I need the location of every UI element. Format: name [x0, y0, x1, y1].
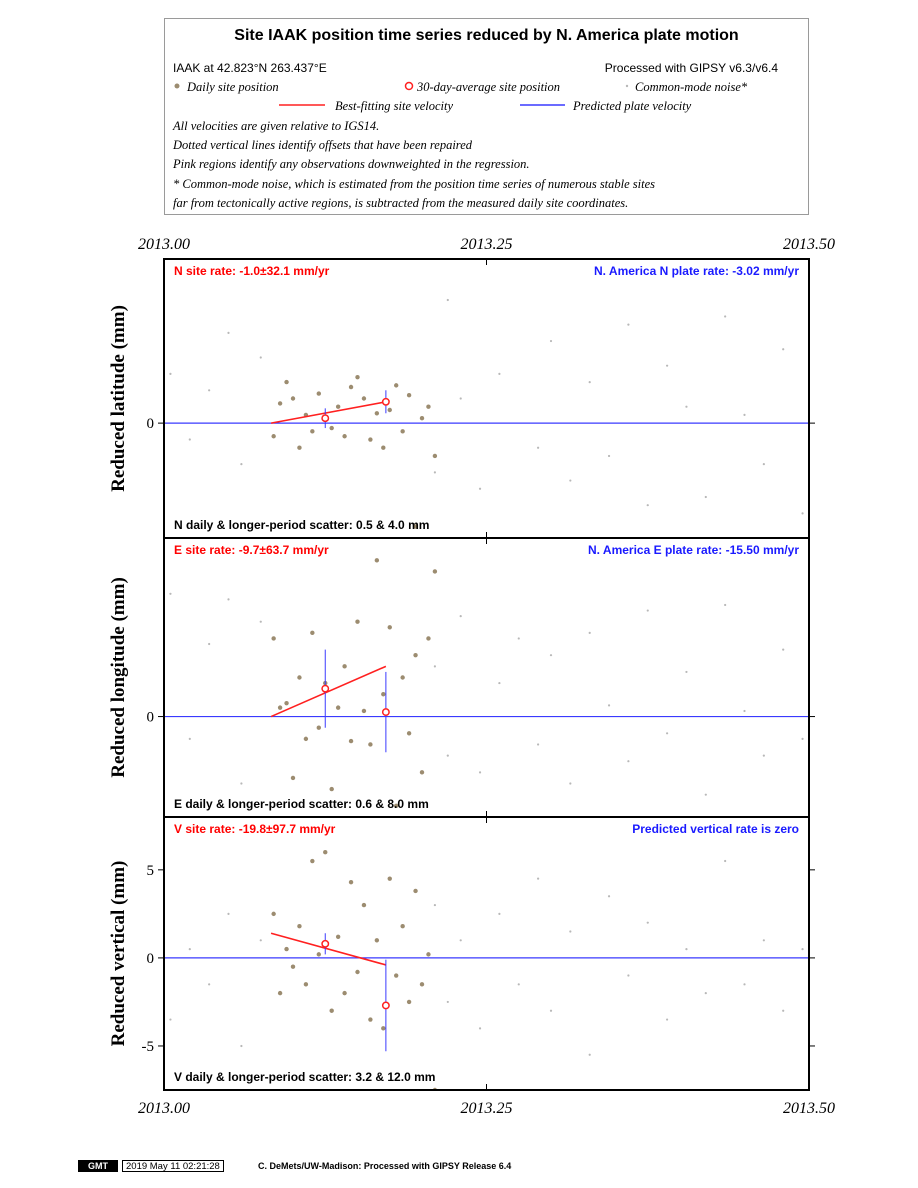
cmn-point — [666, 1018, 668, 1020]
daily-point — [336, 935, 340, 939]
cmn-point — [763, 463, 765, 465]
panel-frame — [164, 259, 809, 538]
daily-point — [420, 982, 424, 986]
plate-rate-label: N. America N plate rate: -3.02 mm/yr — [594, 264, 799, 278]
note-line: All velocities are given relative to IGS14. — [173, 119, 380, 133]
cmn-point — [240, 782, 242, 784]
daily-point — [291, 965, 295, 969]
x-tick-label-bottom: 2013.50 — [783, 1100, 835, 1117]
daily-point — [400, 924, 404, 928]
daily-point — [388, 876, 392, 880]
daily-point — [381, 692, 385, 696]
cmn-point — [763, 939, 765, 941]
daily-point — [330, 426, 334, 430]
cmn-point — [705, 992, 707, 994]
x-tick-label-top: 2013.50 — [783, 236, 835, 253]
cmn-point — [743, 414, 745, 416]
daily-point — [362, 709, 366, 713]
cmn-point — [685, 671, 687, 673]
cmn-point — [498, 682, 500, 684]
cmn-point — [666, 732, 668, 734]
daily-point — [362, 903, 366, 907]
daily-point — [407, 1000, 411, 1004]
best-fit-line — [271, 666, 386, 716]
cmn-point — [537, 447, 539, 449]
avg30-point — [383, 1002, 389, 1008]
cmn-point — [569, 782, 571, 784]
cmn-point — [240, 1045, 242, 1047]
cmn-point — [666, 365, 668, 367]
daily-point — [355, 375, 359, 379]
x-tick-label-top: 2013.25 — [460, 236, 513, 253]
daily-point — [375, 938, 379, 942]
daily-point — [349, 880, 353, 884]
cmn-point — [608, 704, 610, 706]
daily-point — [342, 991, 346, 995]
cmn-point — [550, 654, 552, 656]
y-tick-label: 0 — [146, 709, 154, 726]
daily-point — [336, 405, 340, 409]
legend-cmn-label: Common-mode noise* — [635, 80, 748, 94]
cmn-point — [460, 397, 462, 399]
cmn-point — [434, 904, 436, 906]
avg30-point — [383, 709, 389, 715]
cmn-point — [447, 755, 449, 757]
daily-point — [304, 982, 308, 986]
cmn-point — [479, 1027, 481, 1029]
note-line: * Common-mode noise, which is estimated from the position time series of numerous stable sites — [173, 177, 656, 191]
cmn-point — [434, 471, 436, 473]
cmn-point — [208, 389, 210, 391]
note-line: far from tectonically active regions, is subtracted from the measured daily site coordinates. — [173, 196, 629, 210]
daily-point — [297, 924, 301, 928]
cmn-point — [627, 324, 629, 326]
cmn-point — [460, 939, 462, 941]
cmn-point — [801, 512, 803, 514]
daily-point — [317, 726, 321, 730]
avg30-point — [383, 399, 389, 405]
timestamp: 2019 May 11 02:21:28 — [122, 1160, 224, 1172]
site-rate-label: V site rate: -19.8±97.7 mm/yr — [174, 822, 336, 836]
scatter-label: V daily & longer-period scatter: 3.2 & 12.0 mm — [174, 1070, 436, 1084]
cmn-point — [208, 983, 210, 985]
cmn-point — [169, 593, 171, 595]
daily-point — [381, 446, 385, 450]
daily-point — [317, 952, 321, 956]
cmn-point — [460, 615, 462, 617]
daily-point — [426, 952, 430, 956]
avg30-point — [322, 685, 328, 691]
cmn-point — [608, 895, 610, 897]
daily-point — [407, 393, 411, 397]
cmn-point — [743, 983, 745, 985]
daily-point — [323, 850, 327, 854]
cmn-point — [724, 860, 726, 862]
cmn-point — [518, 983, 520, 985]
x-tick-label-top: 2013.00 — [138, 236, 190, 253]
daily-point — [349, 739, 353, 743]
cmn-point — [705, 794, 707, 796]
cmn-point — [447, 299, 449, 301]
y-tick-label: -5 — [141, 1038, 154, 1055]
note-line: Dotted vertical lines identify offsets that have been repaired — [173, 138, 472, 152]
cmn-point — [589, 632, 591, 634]
daily-point — [342, 664, 346, 668]
cmn-point — [189, 738, 191, 740]
cmn-point — [498, 373, 500, 375]
daily-point — [394, 383, 398, 387]
cmn-point — [627, 760, 629, 762]
cmn-point — [227, 598, 229, 600]
daily-point — [284, 701, 288, 705]
cmn-point — [763, 755, 765, 757]
daily-point — [426, 636, 430, 640]
panel-plot-area — [164, 558, 809, 808]
daily-point — [271, 636, 275, 640]
scatter-label: N daily & longer-period scatter: 0.5 & 4.0 mm — [174, 518, 430, 532]
cmn-point — [743, 710, 745, 712]
legend-avg30-label: 30-day-average site position — [417, 80, 561, 94]
cmn-point — [260, 939, 262, 941]
daily-point — [368, 742, 372, 746]
y-axis-label: Reduced vertical (mm) — [108, 860, 129, 1047]
daily-point — [284, 380, 288, 384]
cmn-point — [169, 373, 171, 375]
gmt-logo: GMT — [78, 1160, 118, 1172]
cmn-point — [647, 504, 649, 506]
daily-point — [362, 396, 366, 400]
cmn-point — [569, 479, 571, 481]
cmn-point — [782, 1010, 784, 1012]
y-tick-label: 0 — [146, 950, 154, 967]
cmn-point — [518, 241, 520, 243]
avg30-point — [322, 941, 328, 947]
cmn-point — [685, 948, 687, 950]
cmn-point — [240, 463, 242, 465]
cmn-point — [724, 315, 726, 317]
cmn-point — [550, 1010, 552, 1012]
panel-plot-area — [164, 241, 809, 528]
cmn-point — [479, 488, 481, 490]
cmn-point — [724, 604, 726, 606]
cmn-point — [537, 878, 539, 880]
daily-point — [336, 705, 340, 709]
daily-point — [271, 912, 275, 916]
legend-daily-label: Daily site position — [187, 80, 279, 94]
daily-point — [355, 620, 359, 624]
panel-E — [158, 538, 815, 817]
panel-N — [158, 241, 815, 538]
credit-text: C. DeMets/UW-Madison: Processed with GIPSY Release 6.4 — [258, 1161, 512, 1171]
y-axis-label: Reduced latitude (mm) — [108, 305, 129, 492]
daily-point — [317, 391, 321, 395]
y-axis-label: Reduced longitude (mm) — [108, 577, 129, 778]
panel-V — [158, 817, 815, 1092]
panel-plot-area — [164, 850, 809, 1092]
cmn-point — [647, 609, 649, 611]
daily-point — [420, 416, 424, 420]
cmn-point — [782, 348, 784, 350]
panel-frame — [164, 817, 809, 1090]
daily-point — [291, 776, 295, 780]
cmn-point — [608, 455, 610, 457]
daily-point — [310, 429, 314, 433]
cmn-point — [705, 496, 707, 498]
cmn-point — [208, 643, 210, 645]
daily-point — [355, 970, 359, 974]
y-tick-label: 5 — [146, 862, 154, 879]
cmn-point — [782, 649, 784, 651]
plate-rate-label: Predicted vertical rate is zero — [632, 822, 799, 836]
plate-rate-label: N. America E plate rate: -15.50 mm/yr — [588, 543, 799, 557]
daily-point — [433, 454, 437, 458]
y-tick-label: 0 — [146, 416, 154, 433]
processing-info: Processed with GIPSY v6.3/v6.4 — [604, 61, 778, 75]
cmn-point — [479, 771, 481, 773]
daily-point — [278, 401, 282, 405]
cmn-point — [589, 1054, 591, 1056]
note-line: Pink regions identify any observations downweighted in the regression. — [173, 157, 530, 171]
cmn-point — [498, 913, 500, 915]
cmn-point — [434, 665, 436, 667]
daily-point — [368, 437, 372, 441]
daily-point — [400, 429, 404, 433]
daily-point — [297, 675, 301, 679]
daily-point — [413, 653, 417, 657]
cmn-point — [518, 637, 520, 639]
cmn-point — [227, 913, 229, 915]
cmn-point — [589, 381, 591, 383]
daily-point — [284, 947, 288, 951]
daily-point — [278, 991, 282, 995]
legend-best-fit-label: Best-fitting site velocity — [335, 99, 454, 113]
daily-point — [330, 1009, 334, 1013]
cmn-point — [647, 922, 649, 924]
daily-point — [375, 411, 379, 415]
daily-point — [420, 770, 424, 774]
cmn-point — [260, 621, 262, 623]
daily-point — [330, 787, 334, 791]
daily-point — [413, 889, 417, 893]
cmn-point — [569, 930, 571, 932]
site-coordinates: IAAK at 42.823°N 263.437°E — [173, 61, 327, 75]
daily-point — [381, 1026, 385, 1030]
cmn-point — [189, 438, 191, 440]
cmn-point — [169, 1018, 171, 1020]
cmn-point — [685, 406, 687, 408]
cmn-point — [627, 974, 629, 976]
cmn-point — [227, 332, 229, 334]
site-rate-label: E site rate: -9.7±63.7 mm/yr — [174, 543, 329, 557]
daily-point — [368, 1017, 372, 1021]
daily-point — [304, 737, 308, 741]
cmn-point — [801, 948, 803, 950]
cmn-point — [189, 948, 191, 950]
daily-point — [310, 859, 314, 863]
daily-point — [426, 405, 430, 409]
site-rate-label: N site rate: -1.0±32.1 mm/yr — [174, 264, 330, 278]
daily-point — [388, 408, 392, 412]
cmn-point — [537, 743, 539, 745]
daily-point — [407, 731, 411, 735]
daily-point — [342, 434, 346, 438]
daily-point — [310, 631, 314, 635]
daily-point — [271, 434, 275, 438]
daily-point — [291, 396, 295, 400]
daily-point — [388, 625, 392, 629]
daily-point — [394, 973, 398, 977]
avg30-point — [322, 415, 328, 421]
chart-title: Site IAAK position time series reduced by N. America plate motion — [234, 27, 739, 44]
daily-point — [297, 446, 301, 450]
cmn-point — [260, 356, 262, 358]
daily-point — [278, 705, 282, 709]
cmn-point — [801, 738, 803, 740]
cmn-point — [447, 1001, 449, 1003]
daily-point — [433, 569, 437, 573]
daily-point — [400, 675, 404, 679]
x-tick-label-bottom: 2013.00 — [138, 1100, 190, 1117]
panel-frame — [164, 538, 809, 817]
daily-point — [349, 385, 353, 389]
scatter-label: E daily & longer-period scatter: 0.6 & 8.0 mm — [174, 797, 429, 811]
cmn-point — [550, 340, 552, 342]
daily-point — [375, 558, 379, 562]
x-tick-label-bottom: 2013.25 — [460, 1100, 513, 1117]
legend-predicted-label: Predicted plate velocity — [573, 99, 692, 113]
